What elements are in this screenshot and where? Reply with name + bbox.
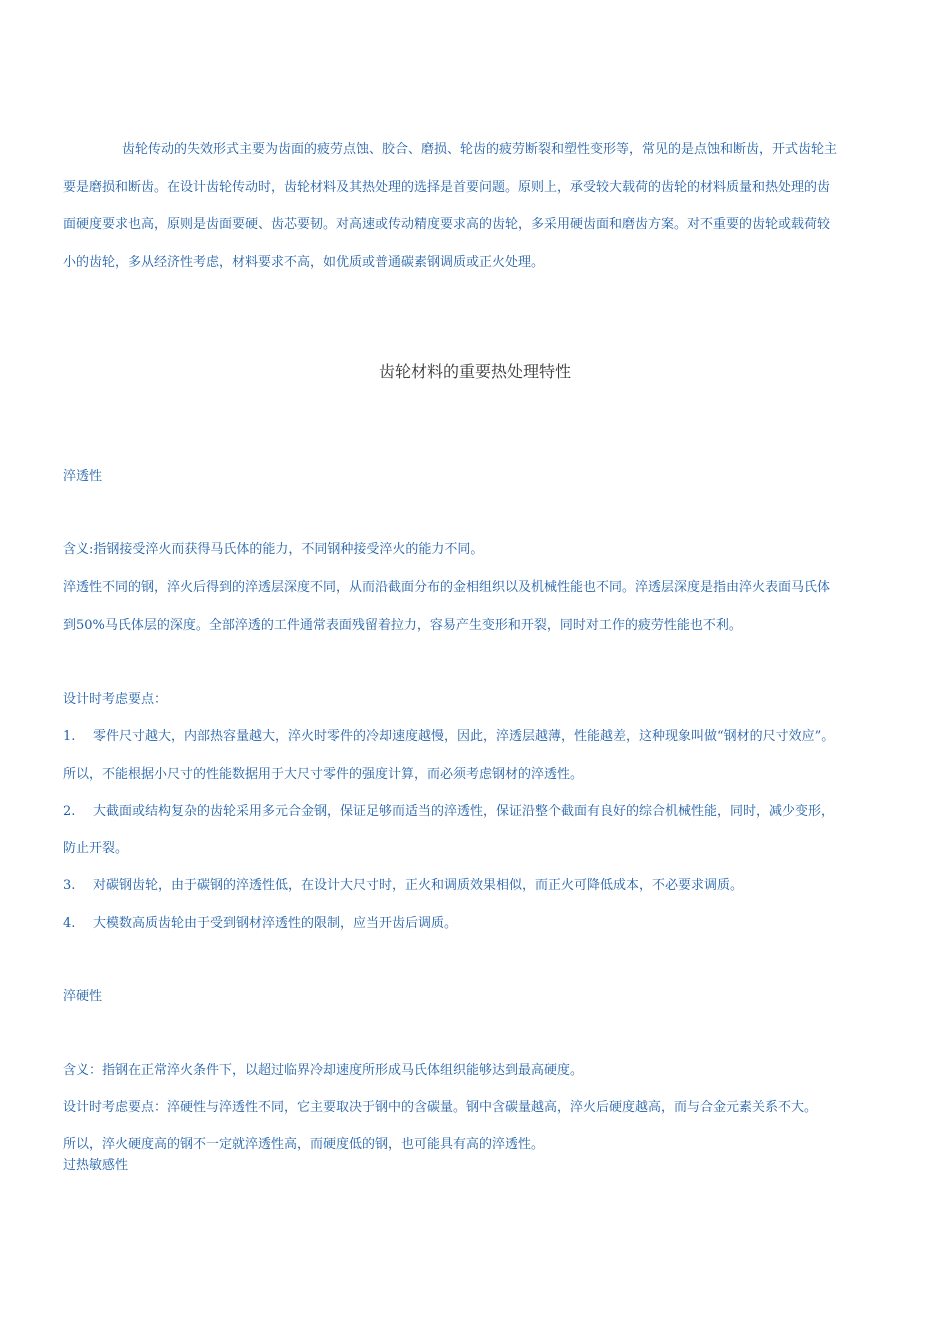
- intro-line-1: 齿轮传动的失效形式主要为齿面的疲劳点蚀、胶合、磨损、轮齿的疲劳断裂和塑性变形等，常见的是点蚀和断齿，开式齿轮主: [122, 142, 838, 157]
- hardness-design-points: 设计时考虑要点：淬硬性与淬透性不同，它主要取决于钢中的含碳量。钢中含碳量越高，淬火后硬度越高，而与合金元素关系不大。: [63, 1100, 818, 1115]
- list-item-number: 4.: [63, 916, 76, 931]
- hardenability-para-line-1: 淬透性不同的钢，淬火后得到的淬透层深度不同，从而沿截面分布的金相组织以及机械性能也不同。淬透层深度是指由淬火表面马氏体: [63, 580, 831, 595]
- list-item: [63, 877, 743, 895]
- list-item-text: 零件尺寸越大，内部热容量越大，淬火时零件的冷却速度越慢，因此，淬透层越薄，性能越差，这种现象叫做“钢材的尺寸效应”。: [93, 729, 835, 744]
- list-item-text: 大模数高质齿轮由于受到钢材淬透性的限制，应当开齿后调质。: [93, 916, 458, 931]
- hardenability-meaning: 含义:指钢接受淬火而获得马氏体的能力，不同钢种接受淬火的能力不同。: [63, 542, 484, 557]
- section-heading-overheat: 过热敏感性: [63, 1158, 129, 1173]
- list-item-continuation: 防止开裂。: [63, 841, 129, 856]
- list-item-text: 对碳钢齿轮，由于碳钢的淬透性低，在设计大尺寸时，正火和调质效果相似，而正火可降低成本，不必要求调质。: [93, 878, 744, 893]
- intro-line-2: 要是磨损和断齿。在设计齿轮传动时，齿轮材料及其热处理的选择是首要问题。原则上，承受较大载荷的齿轮的材料质量和热处理的齿: [63, 180, 831, 195]
- list-item: [63, 803, 834, 821]
- section-heading-hardness: 淬硬性: [63, 989, 103, 1004]
- list-item: [63, 915, 457, 933]
- hardness-meaning: 含义：指钢在正常淬火条件下，以超过临界冷却速度所形成马氏体组织能够达到最高硬度。: [63, 1063, 584, 1078]
- section-heading-hardenability: 淬透性: [63, 469, 103, 484]
- hardenability-para-line-2: 到50%马氏体层的深度。全部淬透的工件通常表面残留着拉力，容易产生变形和开裂，同时对工作的疲劳性能也不利。: [63, 618, 742, 633]
- list-item-continuation: 所以，不能根据小尺寸的性能数据用于大尺寸零件的强度计算，而必须考虑钢材的淬透性。: [63, 767, 584, 782]
- list-item-number: 2.: [63, 804, 76, 819]
- list-item-number: 3.: [63, 878, 76, 893]
- design-points-heading: 设计时考虑要点：: [63, 692, 168, 707]
- intro-line-4: 小的齿轮，多从经济性考虑，材料要求不高，如优质或普通碳素钢调质或正火处理。: [63, 255, 545, 270]
- intro-line-3: 面硬度要求也高，原则是齿面要硬、齿芯要韧。对高速或传动精度要求高的齿轮，多采用硬齿面和磨齿方案。对不重要的齿轮或载荷较: [63, 217, 831, 232]
- list-item-number: 1.: [63, 729, 76, 744]
- list-item-text: 大截面或结构复杂的齿轮采用多元合金钢，保证足够而适当的淬透性，保证沿整个截面有良好的综合机械性能，同时，减少变形，: [93, 804, 835, 819]
- list-item: [63, 728, 834, 746]
- page-title: 齿轮材料的重要热处理特性: [378, 362, 571, 381]
- hardness-conclusion: 所以，淬火硬度高的钢不一定就淬透性高，而硬度低的钢，也可能具有高的淬透性。: [63, 1137, 545, 1152]
